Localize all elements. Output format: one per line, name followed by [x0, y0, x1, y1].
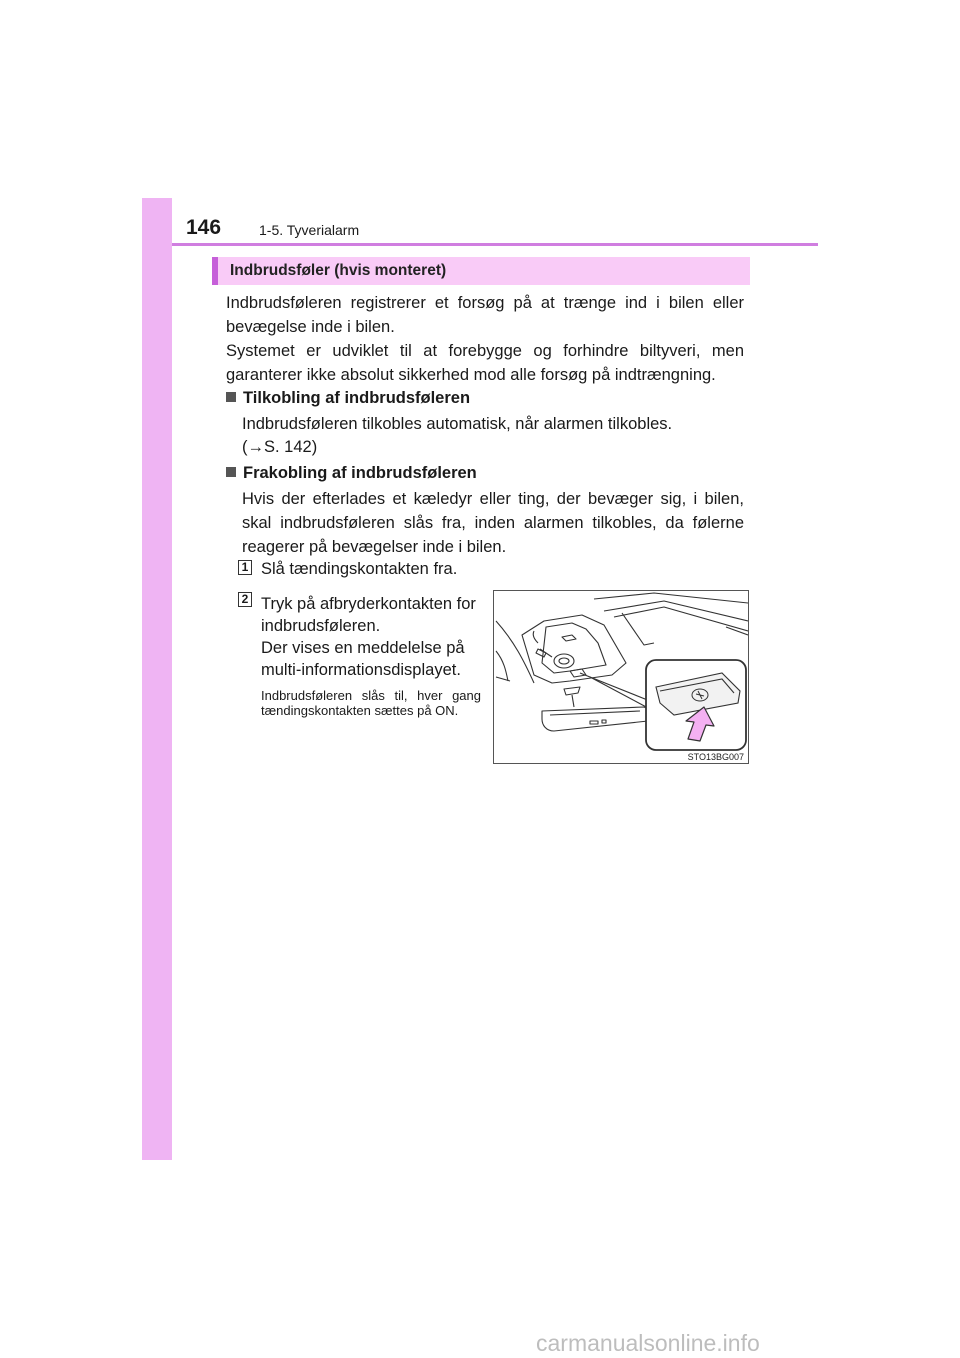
arrow-right-icon: → — [247, 438, 264, 456]
section-heading-box — [212, 257, 750, 285]
step-2-line-2: indbrudsføleren. — [261, 617, 381, 635]
step-2-line-1: Tryk på afbryderkontakten for — [261, 595, 476, 613]
subheading-frakobling-text: Frakobling af indbrudsføleren — [243, 464, 477, 482]
page-reference-link[interactable]: S. 142 — [264, 438, 312, 456]
intro-paragraph-2: Systemet er udviklet til at forebygge og forhindre biltyveri, men garanterer ikke absolut sikkerhed mod alle forsøg på indtrængning. — [226, 342, 744, 384]
overhead-console-illustration — [494, 591, 748, 763]
side-tab-strip — [142, 198, 172, 1160]
header-rule — [172, 243, 818, 246]
note-text: Indbrudsføleren slås til, hver gang tændingskontakten sættes på ON. — [261, 688, 481, 718]
intro-paragraph-1: Indbrudsføleren registrerer et forsøg på at trænge ind i bilen eller bevægelse inde i bilen. — [226, 294, 744, 336]
subheading-tilkobling — [226, 386, 470, 410]
subheading-tilkobling-text: Tilkobling af indbrudsføleren — [243, 389, 471, 407]
watermark: carmanualsonline.info — [536, 1330, 760, 1356]
square-bullet-icon — [226, 392, 236, 402]
page-number: 146 — [186, 216, 222, 239]
step-number-box: 2 — [238, 592, 252, 607]
tilkobling-text: Indbrudsføleren tilkobles automatisk, når alarmen tilkobles. — [242, 415, 673, 433]
page-reference: (→S. 142) — [242, 438, 318, 456]
step-2-line-4: multi-informationsdisplayet. — [261, 661, 461, 679]
figure-code: STO13BG007 — [687, 752, 744, 762]
section-title: 1-5. Tyverialarm — [259, 222, 360, 238]
section-heading: Indbrudsføler (hvis monteret) — [230, 262, 447, 279]
frakobling-text: Hvis der efterlades et kæledyr eller ting, der bevæger sig, i bilen, skal indbrudsføleren slås fra, inden alarmen tilkobles, da følerne reagerer på bevægelser inde i bilen. — [242, 490, 744, 556]
subheading-frakobling — [226, 461, 477, 485]
square-bullet-icon — [226, 467, 236, 477]
step-2-line-3: Der vises en meddelelse på — [261, 639, 465, 657]
step-number-box: 1 — [238, 560, 252, 575]
figure-overhead-console — [493, 590, 749, 764]
step-1-text: Slå tændingskontakten fra. — [261, 560, 458, 578]
